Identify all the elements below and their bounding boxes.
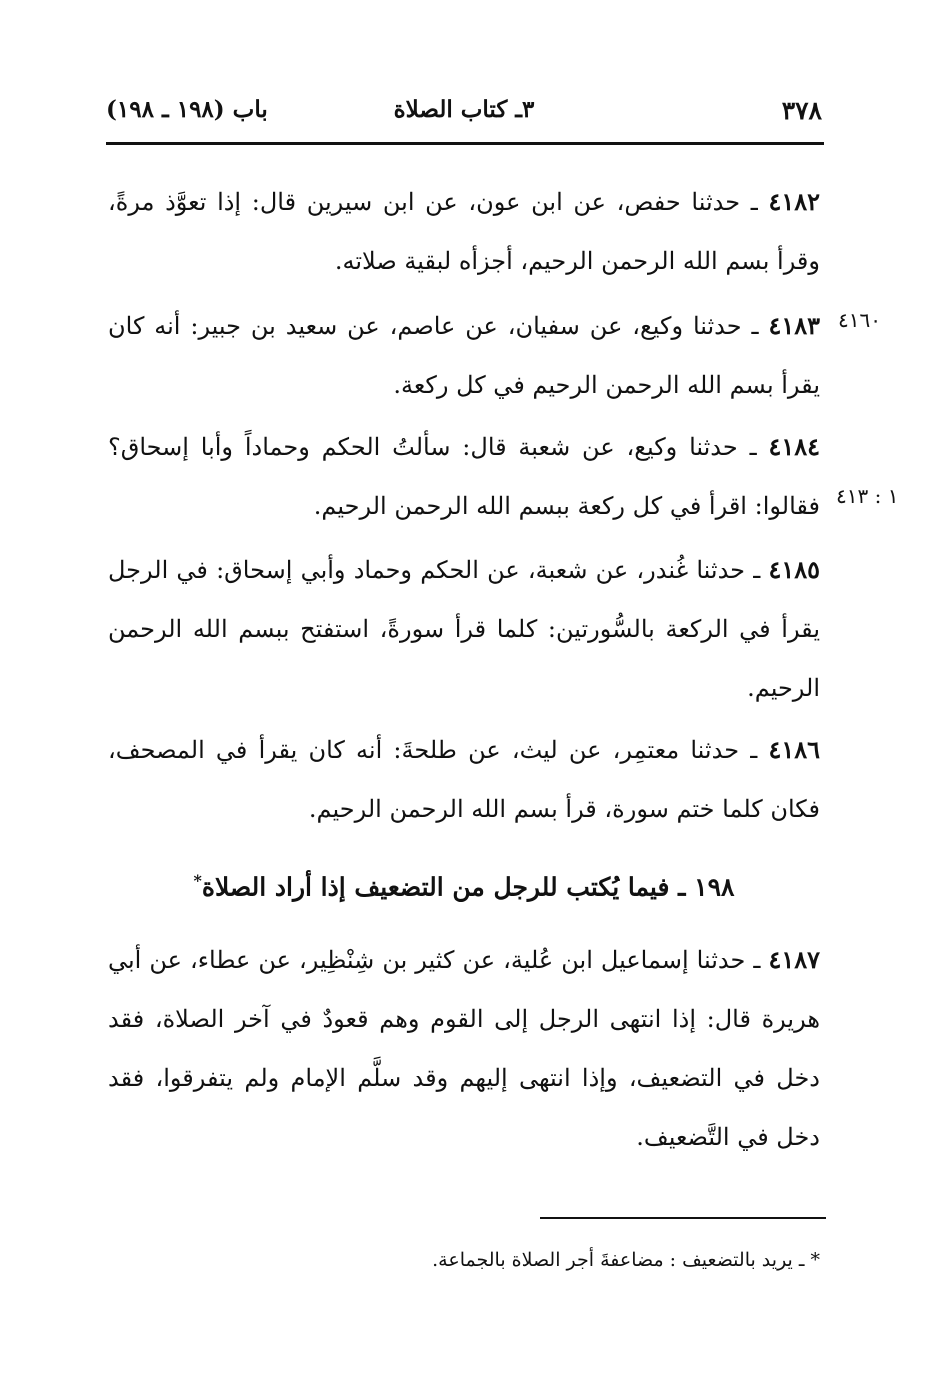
- hadith-text: ـ حدثنا حفص، عن ابن عون، عن ابن سيرين قال: إذا تعوَّذ مرةً، وقرأ بسم الله الرحمن الرحيم، أجزأه لبقية صلاته.: [108, 188, 820, 275]
- page-header: [106, 92, 822, 136]
- footnote: * ـ يريد بالتضعيف : مضاعفةَ أجر الصلاة بالجماعة.: [432, 1249, 820, 1271]
- chapter-range: باب (١٩٨ ـ ١٩٨): [106, 96, 268, 123]
- hadith-text: ـ حدثنا وكيع، عن سفيان، عن عاصم، عن سعيد بن جبير: أنه كان يقرأ بسم الله الرحمن الرحيم في كل ركعة.: [108, 312, 820, 399]
- book-title: ٣ـ كتاب الصلاة: [393, 96, 535, 123]
- hadith-4186: [108, 720, 820, 839]
- hadith-text: ـ حدثنا وكيع، عن شعبة قال: سألتُ الحكم وحماداً وأبا إسحاق؟ فقالوا: اقرأ في كل ركعة ببسم الله الرحمن الرحيم.: [108, 433, 820, 520]
- hadith-number: ٤١٨٧: [768, 945, 821, 974]
- hadith-4182: [108, 172, 820, 291]
- section-heading: [108, 856, 820, 912]
- margin-note-4183: ٤١٦٠: [838, 308, 881, 332]
- page-number: ٣٧٨: [781, 96, 822, 125]
- hadith-number: ٤١٨٣: [768, 311, 820, 340]
- hadith-4184: [108, 417, 820, 536]
- hadith-number: ٤١٨٤: [768, 432, 820, 461]
- hadith-number: ٤١٨٦: [768, 735, 820, 764]
- hadith-number: ٤١٨٢: [768, 187, 820, 216]
- hadith-4187: [108, 930, 820, 1167]
- hadith-4183: [108, 296, 820, 415]
- hadith-text: ـ حدثنا معتمِر، عن ليث، عن طلحةَ: أنه كان يقرأ في المصحف، فكان كلما ختم سورة، قرأ بسم الله الرحمن الرحيم.: [108, 736, 820, 823]
- section-title-text: ١٩٨ ـ فيما يُكتب للرجل من التضعيف إذا أراد الصلاة: [201, 872, 735, 902]
- hadith-text: ـ حدثنا إسماعيل ابن عُلية، عن كثير بن شِنْظِير، عن عطاء، عن أبي هريرة قال: إذا انتهى الرجل إلى القوم وهم قعودٌ في آخر الصلاة، فقد دخل في التضعيف، وإذا انتهى إليهم وقد سلَّم الإمام ولم يتفرقوا، فقد دخل في التَّضعيف.: [108, 946, 820, 1151]
- hadith-number: ٤١٨٥: [768, 555, 820, 584]
- margin-note-4184: ١ : ٤١٣: [836, 484, 899, 508]
- footnote-marker: *: [193, 871, 202, 890]
- header-rule: [106, 142, 824, 145]
- hadith-4185: [108, 540, 820, 718]
- hadith-text: ـ حدثنا غُندر، عن شعبة، عن الحكم وحماد وأبي إسحاق: في الرجل يقرأ في الركعة بالسُّورتين: كلما قرأ سورةً، استفتح ببسم الله الرحمن الرحيم.: [108, 556, 820, 702]
- footnote-rule: [540, 1217, 826, 1219]
